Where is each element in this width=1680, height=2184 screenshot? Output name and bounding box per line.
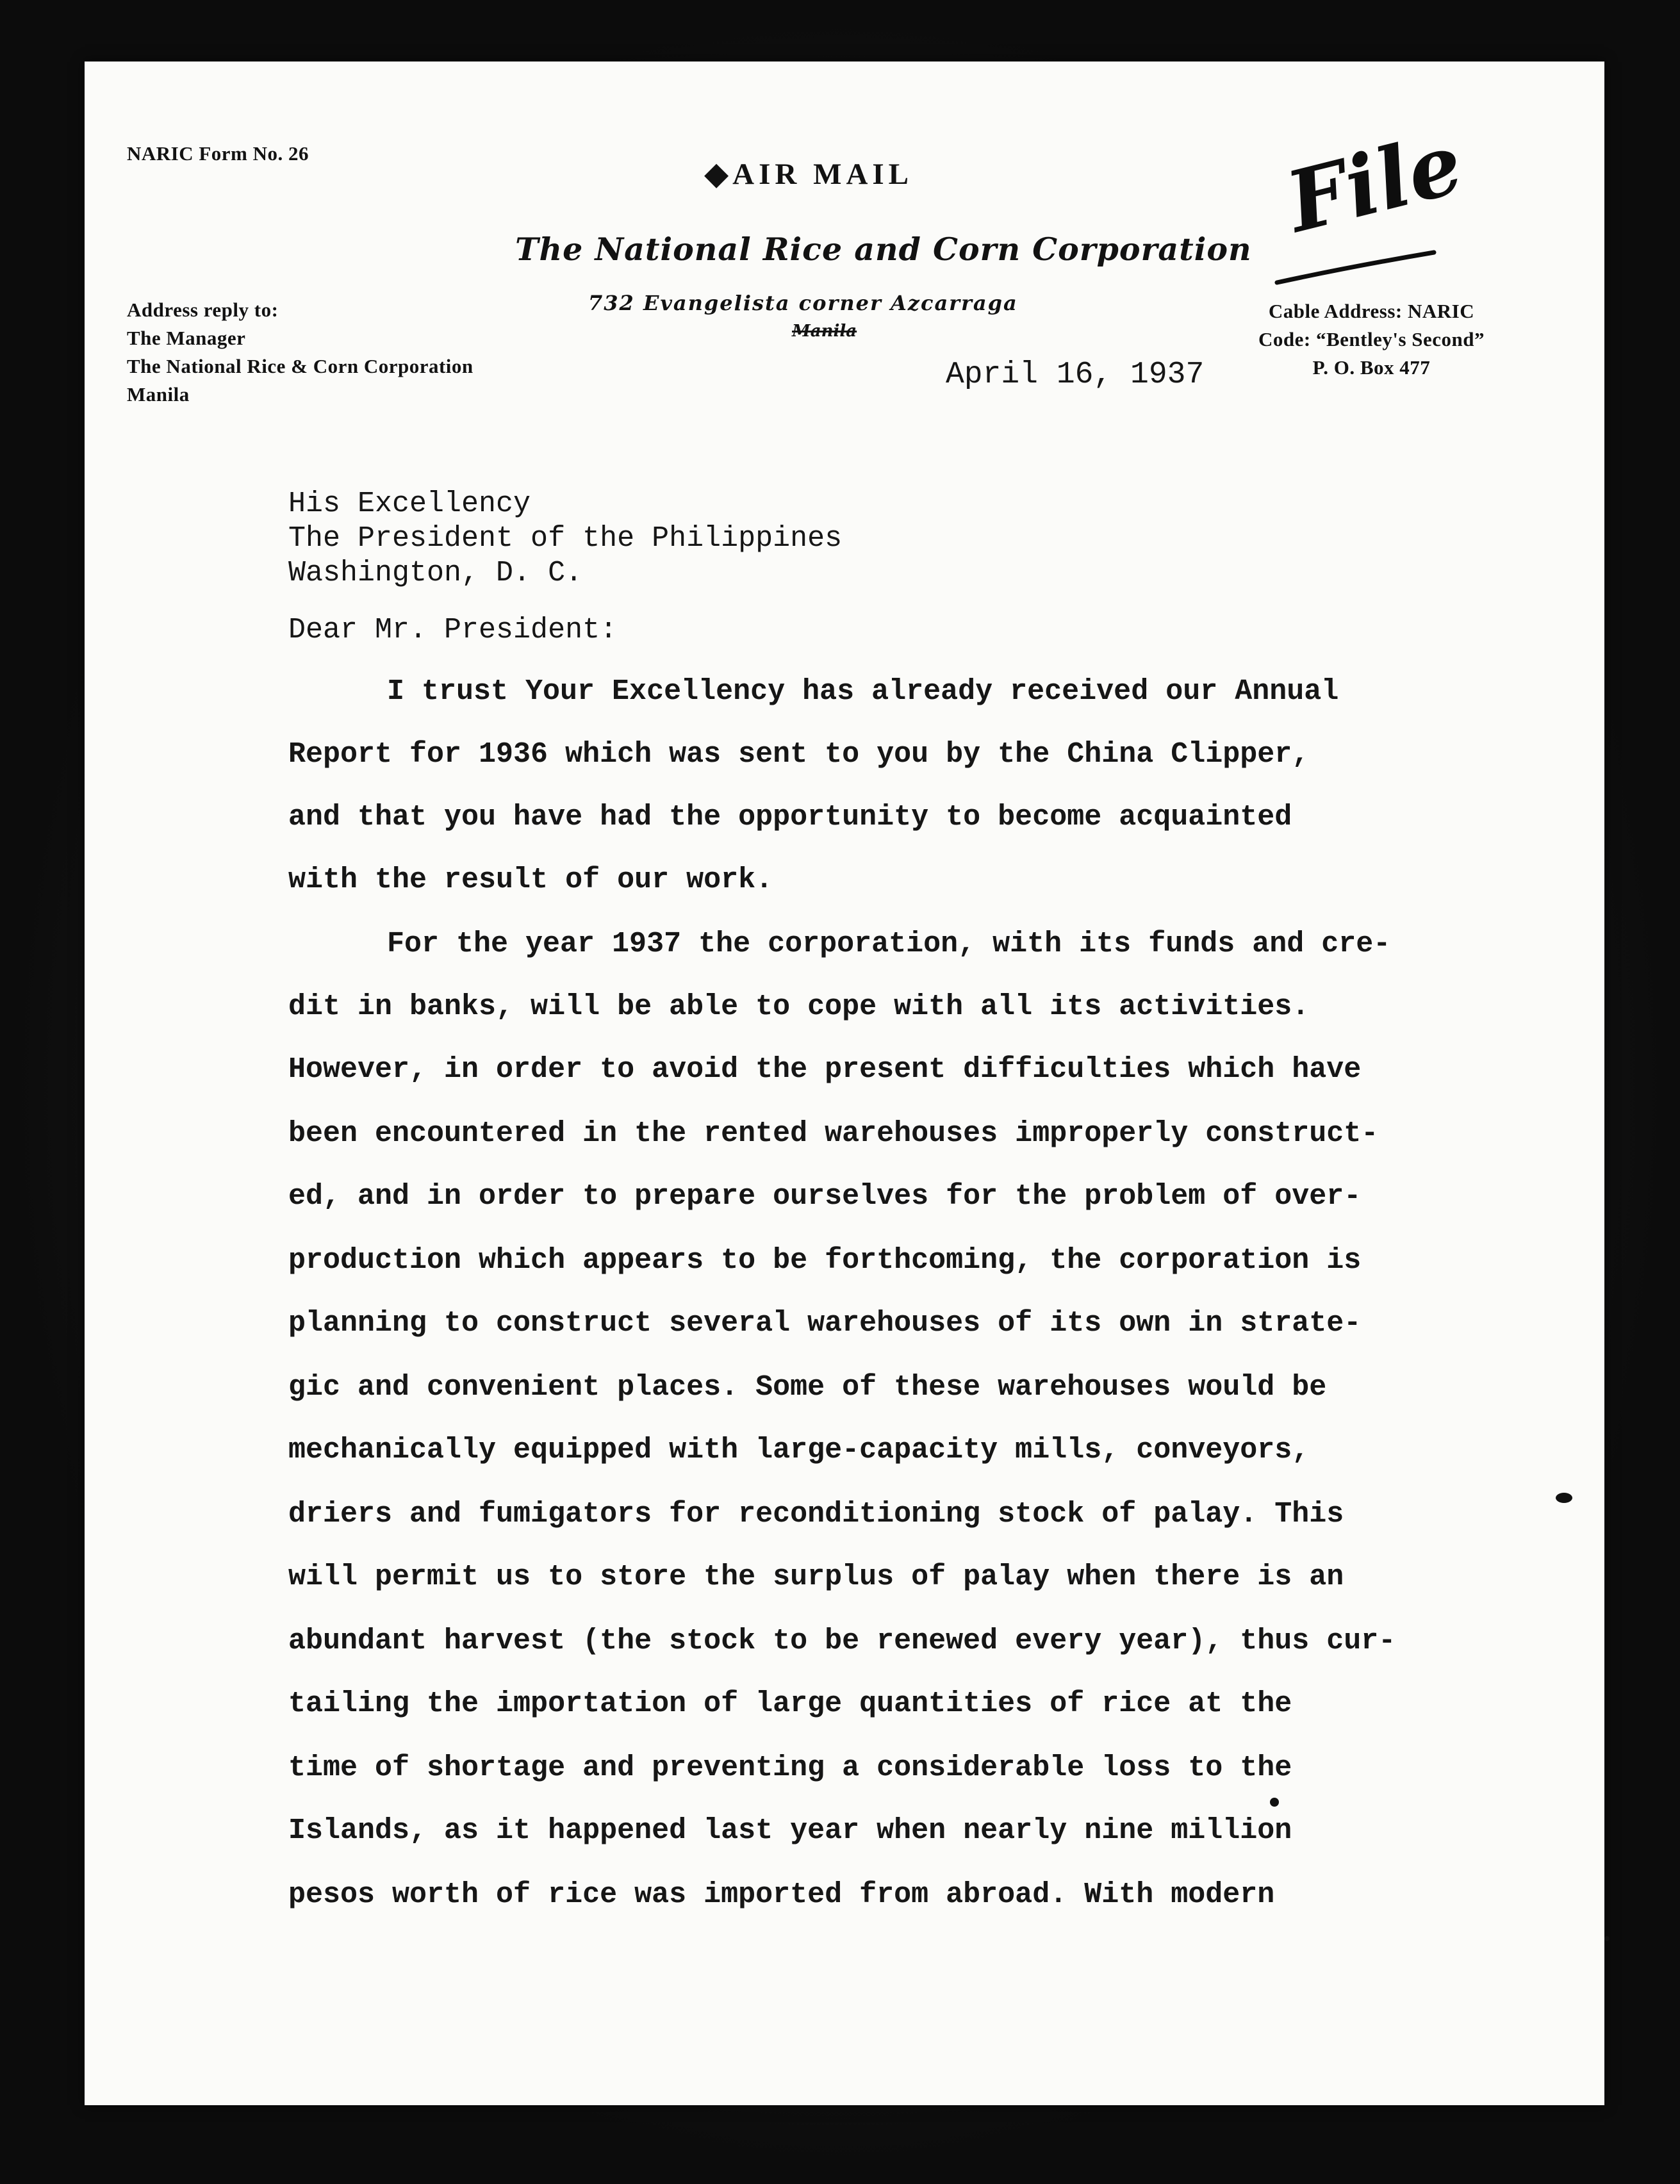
body-line: driers and fumigators for reconditioning stock of palay. This	[288, 1498, 1344, 1531]
body-line: I trust Your Excellency has already received our Annual	[387, 675, 1339, 708]
body-line: time of shortage and preventing a considerable loss to the	[288, 1752, 1292, 1784]
addressee-block	[288, 487, 842, 591]
reply-line: The National Rice & Corn Corporation	[127, 355, 474, 377]
cable-line: Cable Address: NARIC	[1268, 300, 1475, 322]
ink-speck	[1270, 1798, 1279, 1807]
file-note-underline	[1274, 247, 1440, 292]
body-line: ed, and in order to prepare ourselves for the problem of over-	[288, 1180, 1362, 1213]
body-line: tailing the importation of large quantities of rice at the	[288, 1687, 1292, 1720]
air-mail-diamond-icon: ◆	[705, 158, 733, 191]
corporation-street: 732 Evangelista corner Azcarraga	[588, 291, 1018, 315]
body-line: mechanically equipped with large-capacity mills, conveyors,	[288, 1434, 1310, 1466]
body-line: gic and convenient places. Some of these warehouses would be	[288, 1371, 1327, 1404]
letter-date: April 16, 1937	[946, 357, 1205, 392]
salutation: Dear Mr. President:	[288, 614, 618, 646]
reply-line: The Manager	[127, 327, 246, 349]
addressee-line: The President of the Philippines	[288, 522, 843, 555]
reply-line: Address reply to:	[127, 299, 279, 321]
body-line: and that you have had the opportunity to become acquainted	[288, 801, 1292, 833]
cable-line: Code: “Bentley's Second”	[1258, 328, 1485, 350]
body-line: For the year 1937 the corporation, with its funds and cre-	[387, 928, 1391, 960]
corporation-name: The National Rice and Corn Corporation	[515, 231, 1252, 268]
body-line: dit in banks, will be able to cope with all its activities.	[288, 990, 1310, 1023]
body-line: pesos worth of rice was imported from abroad. With modern	[288, 1878, 1275, 1911]
air-mail-text: AIR MAIL	[732, 158, 914, 191]
air-mail-heading	[705, 156, 913, 192]
struck-city: Manila	[792, 322, 857, 341]
body-line: abundant harvest (the stock to be renewed every year), thus cur-	[288, 1625, 1396, 1657]
body-line: planning to construct several warehouses of its own in strate-	[288, 1307, 1362, 1340]
body-line: been encountered in the rented warehouses improperly construct-	[288, 1117, 1379, 1150]
letter-page	[85, 62, 1604, 2105]
addressee-line: His Excellency	[288, 488, 531, 520]
ink-speck	[1556, 1493, 1572, 1503]
body-line: with the result of our work.	[288, 864, 773, 896]
cable-line: P. O. Box 477	[1312, 356, 1431, 379]
handwritten-file-note: File	[1278, 113, 1472, 252]
form-number: NARIC Form No. 26	[127, 142, 309, 165]
reply-address-block	[127, 296, 474, 409]
body-line: will permit us to store the surplus of palay when there is an	[288, 1561, 1344, 1593]
reply-line: Manila	[127, 383, 190, 406]
body-line: However, in order to avoid the present difficulties which have	[288, 1053, 1362, 1086]
body-line: production which appears to be forthcoming, the corporation is	[288, 1244, 1362, 1277]
ink-speck	[1604, 1936, 1610, 1941]
addressee-line: Washington, D. C.	[288, 557, 583, 589]
body-line: Islands, as it happened last year when nearly nine million	[288, 1814, 1292, 1847]
body-line: Report for 1936 which was sent to you by the China Clipper,	[288, 738, 1310, 771]
cable-address-block	[1258, 297, 1485, 382]
